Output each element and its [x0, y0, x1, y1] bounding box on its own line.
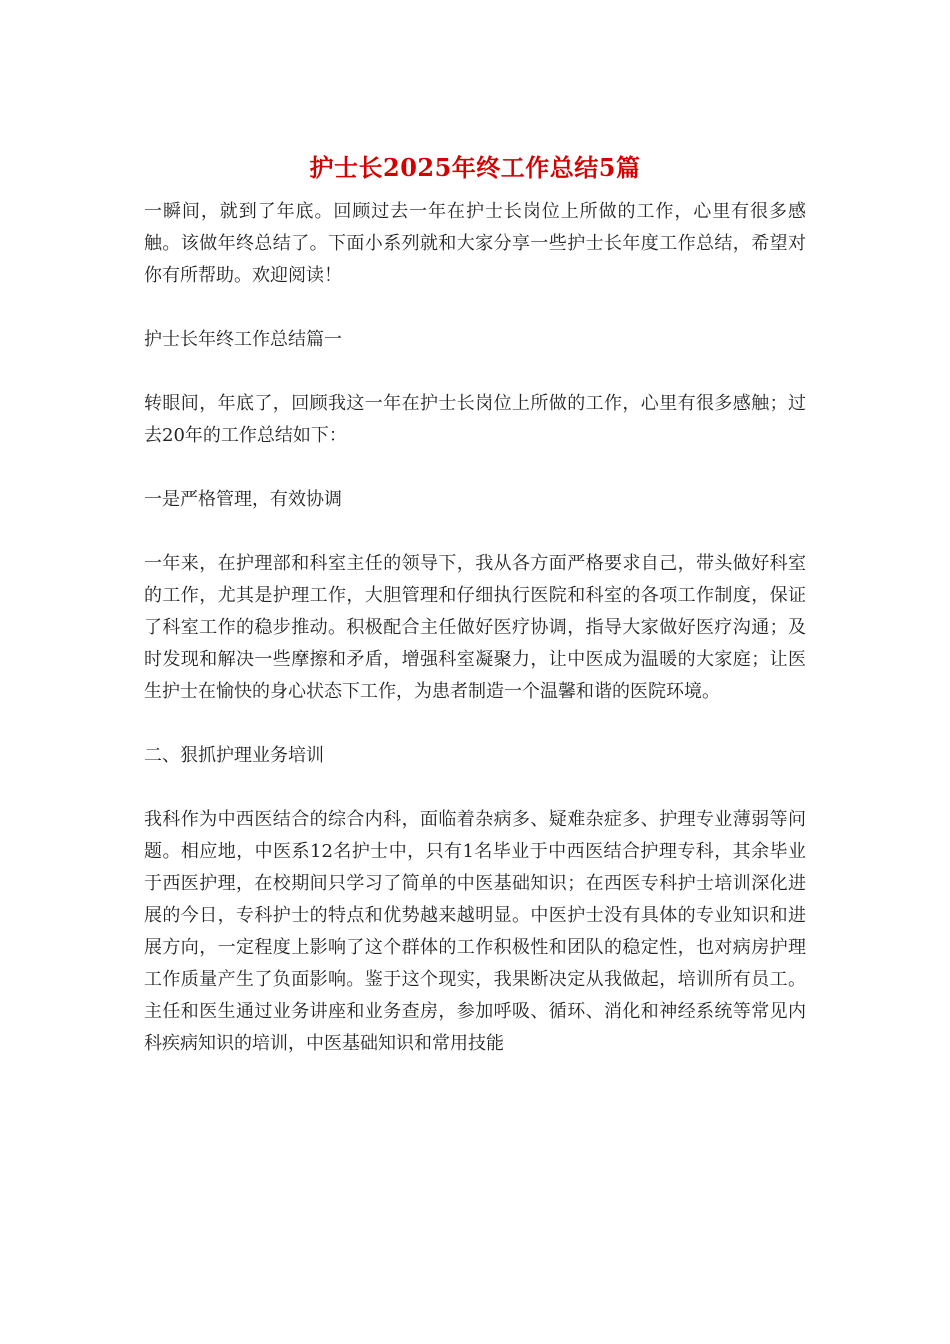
subsection-heading-1: 一是严格管理，有效协调 [144, 489, 342, 510]
subsection-paragraph-2: 我科作为中西医结合的综合内科，面临着杂病多、疑难杂症多、护理专业薄弱等问题。相应地，中医系12名护士中，只有1名毕业于中西医结合护理专科，其余毕业于西医护理，在校期间只学习了简单的中医基础知识；在西医专科护士培训深化进展的今日，专科护士的特点和优势越来越明显。中医护士没有具体的专业知识和进展方向，一定程度上影响了这个群体的工作积极性和团队的稳定性，也对病房护理工作质量产生了负面影响。鉴于这个现实，我果断决定从我做起，培训所有员工。主任和医生通过业务讲座和业务查房，参加呼吸、循环、消化和神经系统等常见内科疾病知识的培训，中医基础知识和常用技能 [144, 809, 806, 1054]
subsection-paragraph-1: 一年来，在护理部和科室主任的领导下，我从各方面严格要求自己，带头做好科室的工作，尤其是护理工作，大胆管理和仔细执行医院和科室的各项工作制度，保证了科室工作的稳步推动。积极配合主任做好医疗协调，指导大家做好医疗沟通；及时发现和解决一些摩擦和矛盾，增强科室凝聚力，让中医成为温暖的大家庭；让医生护士在愉快的身心状态下工作，为患者制造一个温馨和谐的医院环境。 [144, 553, 806, 702]
section-heading: 护士长年终工作总结篇一 [144, 329, 342, 350]
intro-paragraph: 一瞬间，就到了年底。回顾过去一年在护士长岗位上所做的工作，心里有很多感触。该做年终总结了。下面小系列就和大家分享一些护士长年度工作总结，希望对你有所帮助。欢迎阅读！ [144, 201, 806, 286]
subsection-heading-2: 二、狠抓护理业务培训 [144, 745, 324, 766]
document-title: 护士长2025年终工作总结5篇 [309, 153, 641, 182]
section-paragraph: 转眼间，年底了，回顾我这一年在护士长岗位上所做的工作，心里有很多感触；过去20年的工作总结如下： [144, 393, 806, 446]
document-body [144, 196, 806, 1092]
